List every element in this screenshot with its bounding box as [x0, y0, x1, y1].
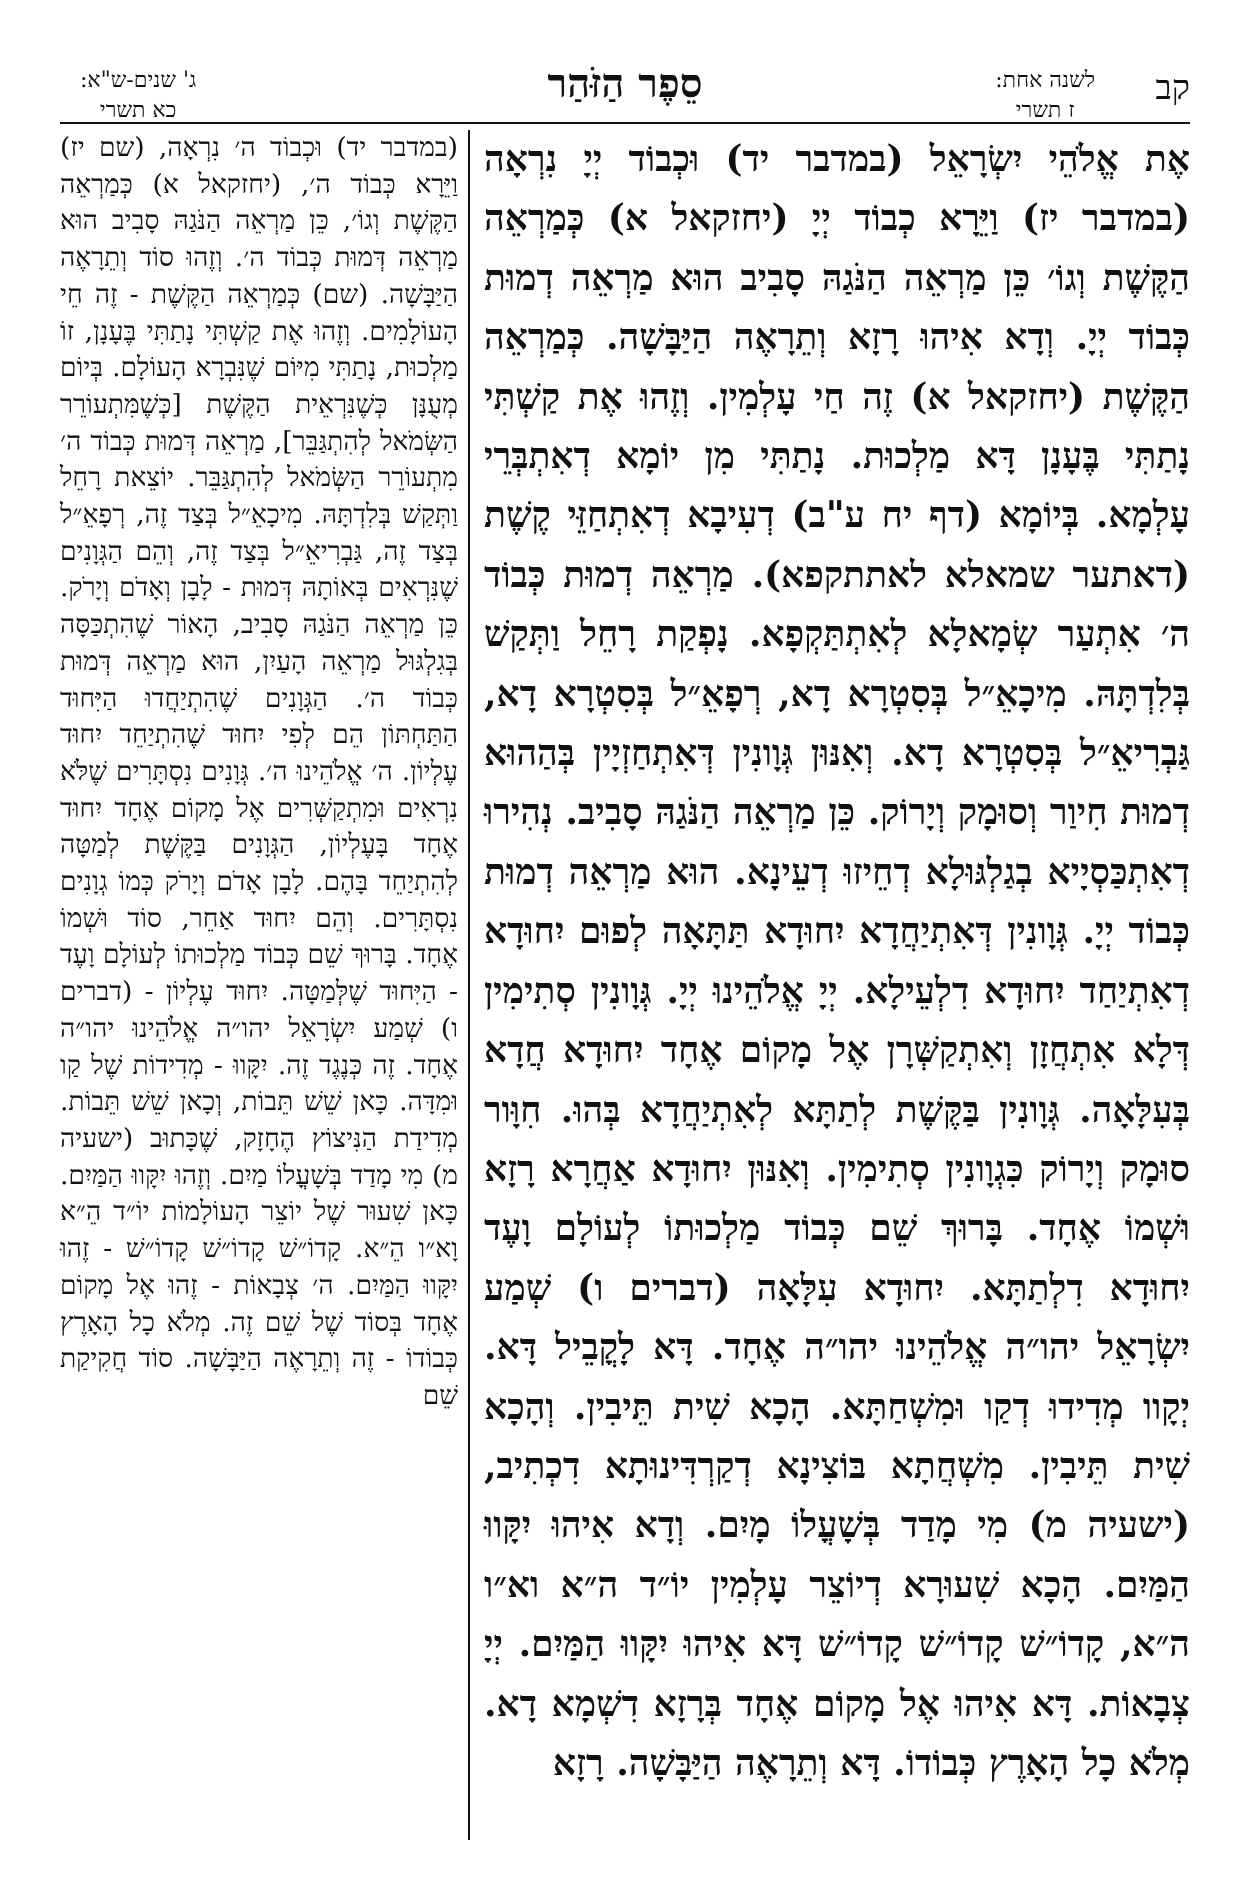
text-columns — [60, 130, 1190, 1840]
column-divider — [468, 130, 470, 1840]
translation-text: (במדבר יד) וּכְבוֹד ה׳ נִרְאָה, (שם יז) וַיֵּרָא כְּבוֹד ה׳, (יחזקאל א) כְּמַרְאֵה הַקֶּשֶׁת וְגוֹ׳, כֵּן מַרְאֵה הַנֹּגַהּ סָבִיב הוּא מַרְאֵה דְּמוּת כְּבוֹד ה׳. וְזֶהוּ סוֹד וְתֵרָאֶה הַיַּבָּשָׁה. (שם) כְּמַרְאֵה הַקֶּשֶׁת - זֶה חֵי הָעוֹלָמִים. וְזֶהוּ אֶת קַשְׁתִּי נָתַתִּי בֶּעָנָן, זוֹ מַלְכוּת, נָתַתִּי מִיּוֹם שֶׁנִּבְרָא הָעוֹלָם. בְּיוֹם מְעֻנָּן כְּשֶׁנִּרְאֵית הַקֶּשֶׁת [כְּשֶׁמִּתְעוֹרֵר הַשְּׂמֹאל לְהִתְגַּבֵּר], מַרְאֵה דְּמוּת כְּבוֹד ה׳ מִתְעוֹרֵר הַשְּׂמֹאל לְהִתְגַּבֵּר. יוֹצֵאת רָחֵל וַתְּקַשׁ בְּלִדְתָּהּ. מִיכָאֵ״ל בְּצַד זֶה, רְפָאֵ״ל בְּצַד זֶה, גַּבְרִיאֵ״ל בְּצַד זֶה, וְהֵם הַגְּוָנִים שֶׁנִּרְאִים בְּאוֹתָהּ דְּמוּת - לָבָן וְאָדֹם וְיָרֹק. כֵּן מַרְאֵה הַנֹּגַהּ סָבִיב, הָאוֹר שֶׁהִתְכַּסָּה בְּגִלְגּוּל מַרְאֵה הָעַיִן, הוּא מַרְאֵה דְּמוּת כְּבוֹד ה׳. הַגְּוָנִים שֶׁהִתְיַחֲדוּ הַיִּחוּד הַתַּחְתּוֹן הֵם לְפִי יִחוּד שֶׁהִתְיַחֵד יִחוּד עֶלְיוֹן. ה׳ אֱלֹהֵינוּ ה׳. גְּוָנִים נִסְתָּרִים שֶׁלֹּא נִרְאִים וּמִתְקַשְּׁרִים אֶל מָקוֹם אֶחָד יִחוּד אֶחָד בָּעֶלְיוֹן, הַגְּוָנִים בַּקֶּשֶׁת לְמַטָּה לְהִתְיַחֵד בָּהֶם. לָבָן אָדֹם וְיָרֹק כְּמוֹ גְוָנִים נִסְתָּרִים. וְהֵם יִחוּד אַחֵר, סוֹד וּשְׁמוֹ אֶחָד. בָּרוּךְ שֵׁם כְּבוֹד מַלְכוּתוֹ לְעוֹלָם וָעֶד - הַיִּחוּד שֶׁלְּמַטָּה. יִחוּד עֶלְיוֹן - (דברים ו) שְׁמַע יִשְׂרָאֵל יהו״ה אֱלֹהֵינוּ יהו״ה אֶחָד. זֶה כְּנֶגֶד זֶה. יִקָּווּ - מְדִידוֹת שֶׁל קַו וּמִדָּה. כָּאן שֵׁשׁ תֵּבוֹת, וְכָאן שֵׁשׁ תֵּבוֹת. מְדִידַת הַנִּיצוֹץ הֶחָזָק, שֶׁכָּתוּב (ישעיה מ) מִי מָדַד בְּשָׁעֳלוֹ מַיִם. וְזֶהוּ יִקָּווּ הַמַּיִם. כָּאן שִׁעוּר שֶׁל יוֹצֵר הָעוֹלָמוֹת יוֹ״ד הֵ״א וָא״ו הֵ״א. קָדוֹ״שׁ קָדוֹ״שׁ קָדוֹ״שׁ - זֶהוּ יִקָּווּ הַמַּיִם. ה׳ צְבָאוֹת - זֶהוּ אֶל מָקוֹם אֶחָד בְּסוֹד שֶׁל שֵׁם זֶה. מְלֹא כָל הָאָרֶץ כְּבוֹדוֹ - זֶה וְתֵרָאֶה הַיַּבָּשָׁה. סוֹד חֲקִיקַת שֵׁם — [60, 132, 458, 1411]
page — [60, 60, 1190, 1840]
schedule-three-years — [80, 66, 196, 126]
schedule-one-year-label: לשנה אחת: — [995, 68, 1095, 93]
schedule-three-years-date: כא תשרי — [99, 98, 177, 123]
page-header — [60, 60, 1190, 130]
zohar-text: אֶת אֱלֹהֵי יִשְׂרָאֵל (במדבר יד) וּכְבוֹד יְיָ נִרְאָה (במדבר יז) וַיֵּרָא כְבוֹד יְיָ (יחזקאל א) כְּמַרְאֵה הַקֶּשֶׁת וְגוֹ׳ כֵּן מַרְאֵה הַנֹּגַהּ סָבִיב הוּא מַרְאֵה דְמוּת כְּבוֹד יְיָ. וְדָא אִיהוּ רָזָא וְתֵרָאֶה הַיַּבָּשָׁה. כְּמַרְאֵה הַקֶּשֶׁת (יחזקאל א) זֶה חַי עָלְמִין. וְזֶהוּ אֶת קַשְׁתִּי נָתַתִּי בֶּעָנָן דָּא מַלְכוּת. נָתַתִּי מִן יוֹמָא דְאִתְבְּרֵי עָלְמָא. בְּיוֹמָא (דף יח ע"ב) דְעִיבָא דְאִתְחַזֵּי קֶשֶׁת (דאתער שמאלא לאתתקפא). מַרְאֵה דְמוּת כְּבוֹד ה׳ אִתְעַר שְׂמָאלָא לְאִתְתַּקְפָא. נָפְקַת רָחֵל וַתְּקַשׁ בְּלִדְתָּהּ. מִיכָאֵ״ל בְּסִטְרָא דָא, רְפָאֵ״ל בְּסִטְרָא דָא, גַּבְרִיאֵ״ל בְּסִטְרָא דָא. וְאִנּוּן גְּוָונִין דְּאִתְחַזְיָין בְּהַהוּא דְמוּת חִיוַר וְסוּמָק וְיָרוֹק. כֵּן מַרְאֵה הַנֹּגַהּ סָבִיב. נְהִירוּ דְאִתְכַּסְיָיא בְגַלְגּוּלָא דְחֵיזוּ דְעֵינָא. הוּא מַרְאֵה דְמוּת כְּבוֹד יְיָ. גְּוָונִין דְּאִתְיַחֲדָא יִחוּדָא תַּתָּאָה לְפוּם יִחוּדָא דְאִתְיַחַד יִחוּדָא דִלְעֵילָא. יְיָ אֱלֹהֵינוּ יְיָ. גְּוָונִין סְתִימִין דְּלָא אִתְחֲזָן וְאִתְקַשְּׁרָן אֶל מָקוֹם אֶחָד יִחוּדָא חֲדָא בְּעִלָּאָה. גְּוָונִין בַּקֶּשֶׁת לְתַתָּא לְאִתְיַחֲדָא בְּהוּ. חִוָּור סוּמָק וְיָרוֹק כִּגְוָונִין סְתִימִין. וְאִנּוּן יִחוּדָא אַחֲרָא רָזָא וּשְׁמוֹ אֶחָד. בָּרוּךְ שֵׁם כְּבוֹד מַלְכוּתוֹ לְעוֹלָם וָעֶד יִחוּדָא דִלְתַתָּא. יִחוּדָא עִלָּאָה (דברים ו) שְׁמַע יִשְׂרָאֵל יהו״ה אֱלֹהֵינוּ יהו״ה אֶחָד. דָּא לָקֳבֵיל דָּא. יְקָוו מְדִידוּ דְקַו וּמִשְׁחַתָּא. הָכָא שִׁית תֵּיבִין. וְהָכָא שִׁית תֵּיבִין. מִשְׁחֲתָא בּוֹצִינָא דְקַרְדִּינוּתָא דִכְתִיב, (ישעיה מ) מִי מָדַד בְּשָׁעֳלוֹ מָיִם. וְדָא אִיהוּ יִקָּווּ הַמַּיִם. הָכָא שִׁעוּרָא דְיוֹצֵר עָלְמִין יוֹ״ד ה״א וא״ו ה״א, קָדוֹ״שׁ קָדוֹ״שׁ קָדוֹ״שׁ דָּא אִיהוּ יִקָּווּ הַמַּיִם. יְיָ צְבָאוֹת. דָּא אִיהוּ אֶל מָקוֹם אֶחָד בְּרָזָא דִשְׁמָא דָא. מְלֹא כָל הָאָרֶץ כְּבוֹדוֹ. דָּא וְתֵרָאֶה הַיַּבָּשָׁה. רָזָא — [484, 138, 1190, 1784]
translation-column — [60, 130, 458, 1415]
zohar-text-column — [484, 130, 1190, 1793]
schedule-one-year-date: ז תשרי — [1015, 98, 1075, 123]
header-rule — [60, 122, 1190, 124]
page-number: קב — [1155, 68, 1190, 108]
book-title: סֵפֶר הַזֹּהַר — [547, 60, 703, 107]
schedule-three-years-label: ג' שנים-ש"א: — [80, 68, 197, 93]
